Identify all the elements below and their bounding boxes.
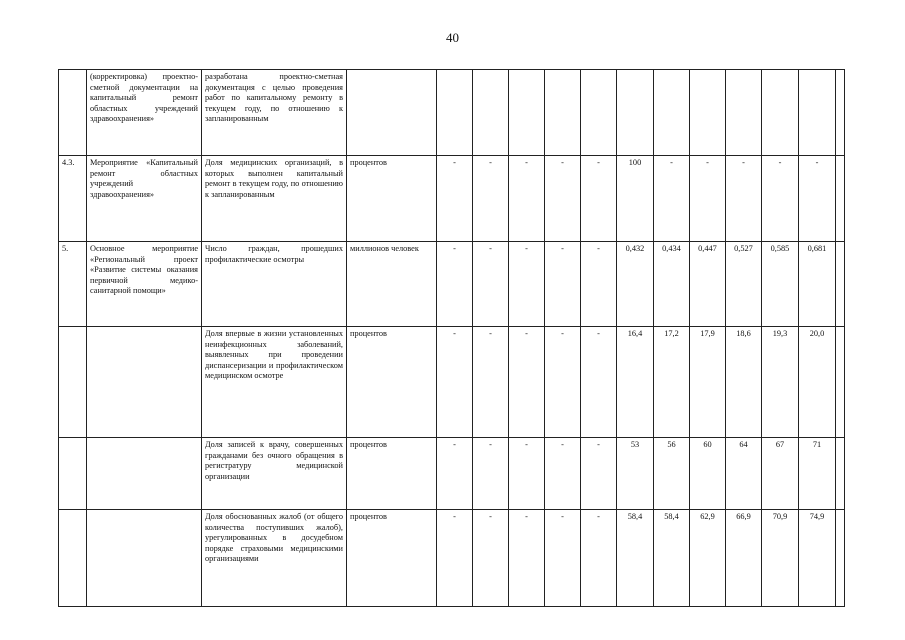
value-cell: -: [690, 156, 726, 242]
value-cell: [836, 70, 845, 156]
value-cell: 17,9: [690, 327, 726, 438]
measure-name: Основное мероприятие «Региональный проект «Развитие системы оказания первичной медико-санитарной помощи»: [87, 242, 202, 327]
value-cell: 58,4: [617, 510, 654, 607]
indicators-table: [58, 69, 845, 607]
value-cell: -: [437, 156, 473, 242]
value-cell: -: [545, 242, 581, 327]
measure-name: Мероприятие «Капитальный ремонт областных учреждений здравоохранения»: [87, 156, 202, 242]
value-cell: -: [473, 438, 509, 510]
table-row: [59, 156, 845, 242]
indicator-name: Доля медицинских организаций, в которых выполнен капитальный ремонт в текущем году, по отношению к запланированным: [202, 156, 347, 242]
value-cell: -: [799, 156, 836, 242]
value-cell: 0,447: [690, 242, 726, 327]
measure-name: [87, 510, 202, 607]
row-number: [59, 510, 87, 607]
unit: [347, 70, 437, 156]
value-cell: -: [545, 438, 581, 510]
value-cell: 71: [799, 438, 836, 510]
value-cell: -: [581, 510, 617, 607]
value-cell: 53: [617, 438, 654, 510]
value-cell: -: [509, 327, 545, 438]
value-cell: [473, 70, 509, 156]
value-cell: [726, 70, 762, 156]
value-cell: [545, 70, 581, 156]
value-cell: -: [654, 156, 690, 242]
value-cell: -: [726, 156, 762, 242]
value-cell: -: [473, 510, 509, 607]
value-cell: [690, 70, 726, 156]
row-number: 4.3.: [59, 156, 87, 242]
value-cell: 56: [654, 438, 690, 510]
value-cell: [836, 327, 845, 438]
value-cell: 64: [726, 438, 762, 510]
unit: процентов: [347, 438, 437, 510]
value-cell: -: [437, 242, 473, 327]
indicator-name: разработана проектно-сметная документация с целью проведения работ по капитальному ремонту в текущем году, по отношению к запланированным: [202, 70, 347, 156]
unit: процентов: [347, 510, 437, 607]
value-cell: [836, 242, 845, 327]
value-cell: -: [509, 156, 545, 242]
value-cell: -: [473, 156, 509, 242]
value-cell: [762, 70, 799, 156]
measure-name: [87, 327, 202, 438]
table-row: [59, 242, 845, 327]
value-cell: [836, 438, 845, 510]
value-cell: -: [473, 327, 509, 438]
value-cell: 100: [617, 156, 654, 242]
unit: процентов: [347, 156, 437, 242]
value-cell: [437, 70, 473, 156]
value-cell: -: [509, 510, 545, 607]
value-cell: -: [581, 327, 617, 438]
page-number: 40: [446, 30, 459, 45]
table-row: [59, 70, 845, 156]
value-cell: -: [437, 327, 473, 438]
value-cell: 18,6: [726, 327, 762, 438]
value-cell: -: [545, 156, 581, 242]
indicator-name: Доля впервые в жизни установленных неинфекционных заболеваний, выявленных при проведении диспансеризации и профилактическом медицинском осмотре: [202, 327, 347, 438]
value-cell: 0,681: [799, 242, 836, 327]
unit: миллионов человек: [347, 242, 437, 327]
value-cell: -: [581, 156, 617, 242]
value-cell: -: [437, 510, 473, 607]
value-cell: -: [509, 438, 545, 510]
value-cell: 66,9: [726, 510, 762, 607]
value-cell: [617, 70, 654, 156]
value-cell: -: [581, 242, 617, 327]
row-number: [59, 438, 87, 510]
value-cell: 20,0: [799, 327, 836, 438]
value-cell: 0,585: [762, 242, 799, 327]
value-cell: -: [473, 242, 509, 327]
value-cell: [581, 70, 617, 156]
value-cell: 62,9: [690, 510, 726, 607]
row-number: [59, 70, 87, 156]
value-cell: 19,3: [762, 327, 799, 438]
value-cell: 67: [762, 438, 799, 510]
table-row: [59, 327, 845, 438]
value-cell: 17,2: [654, 327, 690, 438]
value-cell: 16,4: [617, 327, 654, 438]
measure-name: (корректировка) проектно-сметной документации на капитальный ремонт областных учреждений здравоохранения»: [87, 70, 202, 156]
value-cell: 58,4: [654, 510, 690, 607]
value-cell: -: [545, 510, 581, 607]
unit: процентов: [347, 327, 437, 438]
value-cell: -: [762, 156, 799, 242]
value-cell: [509, 70, 545, 156]
table-row: [59, 438, 845, 510]
row-number: [59, 327, 87, 438]
value-cell: [836, 156, 845, 242]
value-cell: 0,432: [617, 242, 654, 327]
value-cell: [836, 510, 845, 607]
table-row: [59, 510, 845, 607]
value-cell: 70,9: [762, 510, 799, 607]
value-cell: -: [545, 327, 581, 438]
value-cell: -: [509, 242, 545, 327]
value-cell: [799, 70, 836, 156]
value-cell: -: [437, 438, 473, 510]
value-cell: -: [581, 438, 617, 510]
value-cell: 74,9: [799, 510, 836, 607]
measure-name: [87, 438, 202, 510]
value-cell: 0,434: [654, 242, 690, 327]
indicator-name: Число граждан, прошедших профилактические осмотры: [202, 242, 347, 327]
row-number: 5.: [59, 242, 87, 327]
value-cell: 60: [690, 438, 726, 510]
indicator-name: Доля записей к врачу, совершенных гражданами без очного обращения в регистратуру медицинской организации: [202, 438, 347, 510]
indicator-name: Доля обоснованных жалоб (от общего количества поступивших жалоб), урегулированных в досудебном порядке страховыми медицинскими организациями: [202, 510, 347, 607]
value-cell: [654, 70, 690, 156]
value-cell: 0,527: [726, 242, 762, 327]
